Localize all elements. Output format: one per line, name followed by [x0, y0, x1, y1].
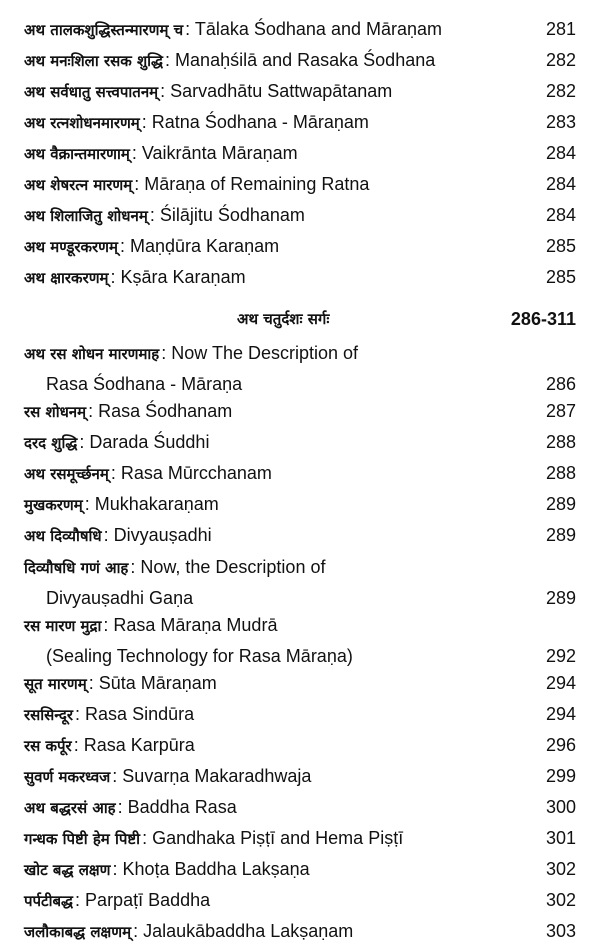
sanskrit-title: अथ क्षारकरणम्: [24, 268, 109, 287]
page-number: 287: [545, 401, 576, 421]
english-title: : Śilājitu Śodhanam: [149, 205, 305, 225]
toc-entry: [24, 458, 576, 489]
english-title: : Māraṇa of Remaining Ratna: [134, 174, 370, 194]
chapter-page-range: 286-311: [510, 308, 576, 329]
sanskrit-title: अथ रसमूर्च्छनम्: [24, 464, 109, 483]
page-number: 286: [545, 374, 576, 394]
english-title: : Parpaṭī Baddha: [75, 890, 211, 910]
english-title: : Rasa Karpūra: [73, 735, 195, 755]
page-number: 283: [545, 112, 576, 132]
chapter-title: अथ चतुर्दशः सर्गः: [237, 310, 330, 328]
page-number: 294: [545, 704, 576, 724]
toc-entry: [24, 668, 576, 699]
toc-entry: [24, 338, 576, 400]
page-number: 284: [545, 205, 576, 225]
sanskrit-title: अथ मण्डूरकरणम्: [24, 237, 118, 256]
toc-entry: [24, 200, 576, 231]
english-title: : Rasa Mūrcchanam: [110, 463, 272, 483]
page-number: 292: [545, 646, 576, 666]
toc-entry: [24, 45, 576, 76]
page-number: 285: [545, 236, 576, 256]
toc-entry: [24, 761, 576, 792]
english-title: : Divyauṣadhi: [103, 525, 212, 545]
toc-entry: [24, 76, 576, 107]
english-title: : Vaikrānta Māraṇam: [131, 143, 298, 163]
sanskrit-title: रस कर्पूर: [24, 736, 72, 755]
toc-entry: [24, 489, 576, 520]
sanskrit-title: अथ बद्धरसं आह: [24, 798, 116, 817]
sanskrit-title: अथ शिलाजितु शोधनम्: [24, 206, 148, 225]
sanskrit-title: गन्धक पिष्टी हेम पिष्टी: [24, 829, 141, 848]
english-title: : Suvarṇa Makaradhwaja: [112, 766, 312, 786]
toc-entry: [24, 169, 576, 200]
sanskrit-title: अथ रत्नशोधनमारणम्: [24, 113, 140, 132]
english-title: : Darada Śuddhi: [79, 432, 210, 452]
toc-entry: [24, 427, 576, 458]
page-number: 303: [545, 921, 576, 941]
sanskrit-title: अथ मनःशिला रसक शुद्धि: [24, 51, 164, 70]
page-number: 289: [545, 588, 576, 608]
toc-entry: [24, 792, 576, 823]
sanskrit-title: अथ रस शोधन मारणमाह: [24, 344, 160, 363]
sanskrit-title: अथ दिव्यौषधि: [24, 526, 102, 545]
toc-entry: [24, 885, 576, 916]
page-number: 294: [545, 673, 576, 693]
english-title: : Tālaka Śodhana and Māraṇam: [185, 19, 443, 39]
sanskrit-title: अथ शेषरत्न मारणम्: [24, 175, 133, 194]
toc-entry: [24, 823, 576, 854]
sanskrit-title: रस शोधनम्: [24, 402, 87, 421]
toc-entry: [24, 730, 576, 761]
page-number: 282: [545, 50, 576, 70]
sanskrit-title: दरद शुद्धि: [24, 433, 78, 452]
toc-entry: [24, 520, 576, 551]
toc-entry: [24, 610, 576, 672]
english-title: : Kṣāra Karaṇam: [110, 267, 246, 287]
toc-entry: [24, 552, 576, 614]
toc-entry: [24, 231, 576, 262]
sanskrit-title: खोट बद्ध लक्षण: [24, 860, 111, 879]
english-title: : Ratna Śodhana - Māraṇam: [141, 112, 369, 132]
page-number: 282: [545, 81, 576, 101]
toc-entry: [24, 854, 576, 885]
english-title-continuation: Rasa Śodhana - Māraṇa: [46, 374, 243, 394]
english-title: : Baddha Rasa: [117, 797, 237, 817]
sanskrit-title: सुवर्ण मकरध्वज: [24, 767, 111, 786]
toc-entry: [24, 699, 576, 730]
english-title: : Now The Description of: [161, 343, 359, 363]
english-title-continuation: (Sealing Technology for Rasa Māraṇa): [46, 646, 353, 666]
toc-entry: [24, 14, 576, 45]
english-title: : Now, the Description of: [130, 557, 326, 577]
page-number: 302: [545, 890, 576, 910]
english-title: : Mukhakaraṇam: [84, 494, 219, 514]
page-number: 302: [545, 859, 576, 879]
english-title: : Rasa Māraṇa Mudrā: [103, 615, 278, 635]
page-number: 300: [545, 797, 576, 817]
page-number: 288: [545, 432, 576, 452]
page-number: 284: [545, 174, 576, 194]
page-number: 289: [545, 494, 576, 514]
page-number: 301: [545, 828, 576, 848]
sanskrit-title: दिव्यौषधि गणं आह: [24, 558, 129, 577]
sanskrit-title: रस मारण मुद्रा: [24, 616, 102, 635]
toc-entry: [24, 107, 576, 138]
page-number: 284: [545, 143, 576, 163]
toc-entry: [24, 916, 576, 947]
sanskrit-title: रससिन्दूर: [24, 705, 74, 724]
sanskrit-title: पर्पटीबद्ध: [24, 891, 74, 910]
english-title: : Jalaukābaddha Lakṣaṇam: [133, 921, 354, 941]
toc-entry: [24, 396, 576, 427]
sanskrit-title: अथ सर्वधातु सत्त्वपातनम्: [24, 82, 159, 101]
english-title: : Maṇḍūra Karaṇam: [120, 236, 280, 256]
sanskrit-title: जलौकाबद्ध लक्षणम्: [24, 922, 132, 941]
sanskrit-title: सूत मारणम्: [24, 674, 87, 693]
toc-entry: [24, 262, 576, 293]
toc-entry: [24, 138, 576, 169]
english-title: : Manaḥśilā and Rasaka Śodhana: [165, 50, 436, 70]
sanskrit-title: मुखकरणम्: [24, 495, 83, 514]
page-number: 289: [545, 525, 576, 545]
english-title: : Sarvadhātu Sattwapātanam: [160, 81, 393, 101]
english-title-continuation: Divyauṣadhi Gaṇa: [46, 588, 194, 608]
sanskrit-title: अथ वैक्रान्तमारणाम्: [24, 144, 130, 163]
english-title: : Sūta Māraṇam: [88, 673, 217, 693]
english-title: : Gandhaka Piṣṭī and Hema Piṣṭī: [142, 828, 404, 848]
page-number: 296: [545, 735, 576, 755]
page-number: 281: [545, 19, 576, 39]
page-number: 288: [545, 463, 576, 483]
english-title: : Rasa Śodhanam: [88, 401, 233, 421]
english-title: : Rasa Sindūra: [75, 704, 195, 724]
chapter-heading: [24, 302, 576, 336]
page-number: 285: [545, 267, 576, 287]
sanskrit-title: अथ तालकशुद्धिस्तन्मारणम् च: [24, 20, 184, 39]
page-number: 299: [545, 766, 576, 786]
english-title: : Khoṭa Baddha Lakṣaṇa: [112, 859, 310, 879]
